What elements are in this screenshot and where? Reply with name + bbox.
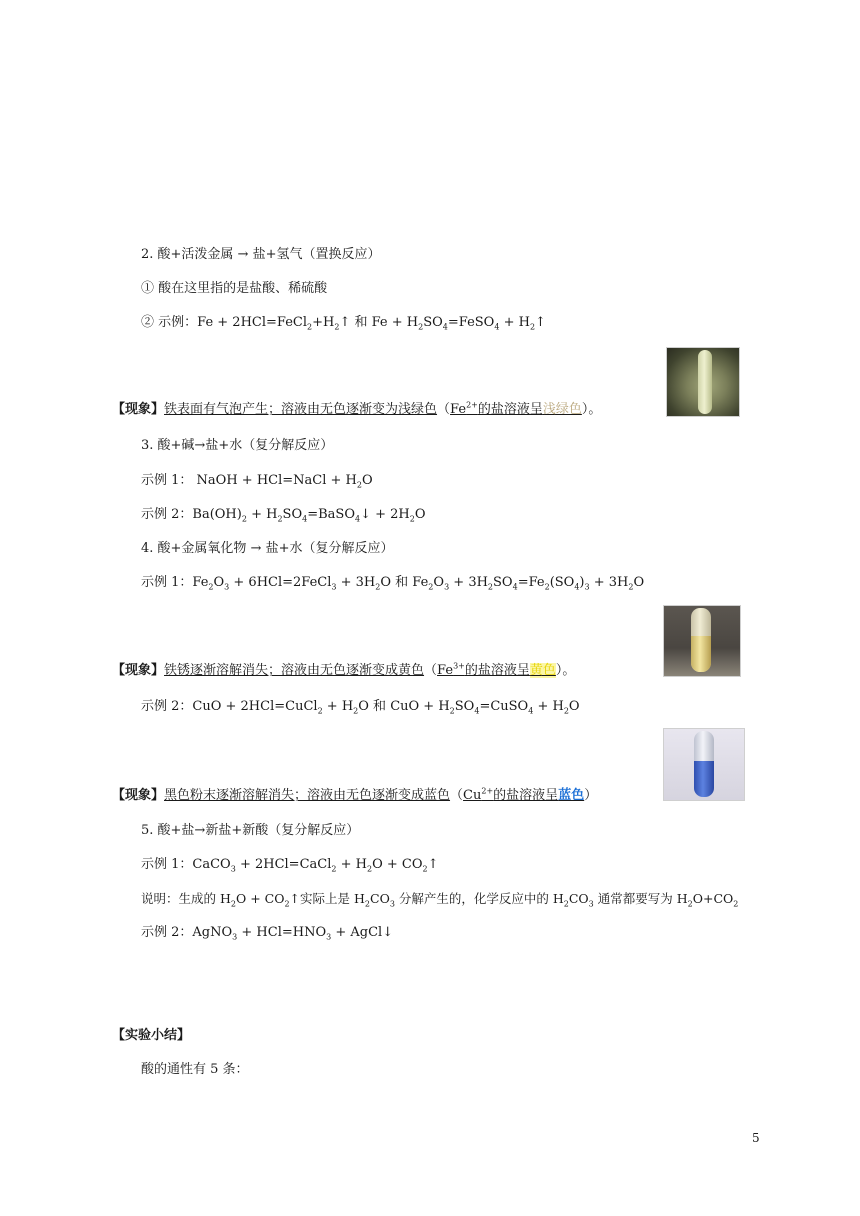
section-3-example-1: 示例 1： NaOH + HCl=NaCl + $H_2O$ xyxy=(141,473,373,490)
phenomenon-3: 【现象】黑色粉末逐渐溶解消失；溶液由无色逐渐变成蓝色（$Cu^{2+}$的盐溶液呈蓝色） xyxy=(112,786,598,803)
section-4-title: 4. 酸+金属氧化物 → 盐+水（复分解反应） xyxy=(141,541,394,556)
test-tube-light-green-photo xyxy=(666,347,740,417)
summary-text: 酸的通性有 5 条： xyxy=(141,1062,249,1077)
page-number: 5 xyxy=(752,1131,760,1145)
summary-heading: 【实验小结】 xyxy=(112,1028,191,1043)
section-5-explanation: 说明：生成的 $H_2O$ + $CO_2↑$实际上是 $H_2CO_3$ 分解产生的，化学反应中的 $H_2CO_3$ 通常都要写为 $H_2O+CO_2$ xyxy=(141,891,739,909)
section-5-example-1: 示例 1：CaCO$_3$ + 2HCl=CaCl$_2$ + $H_2O$ + $CO_2↑$ xyxy=(141,857,439,874)
section-2-title: 2. 酸+活泼金属 → 盐+氢气（置换反应） xyxy=(141,247,381,262)
phenomenon-2: 【现象】铁锈逐渐溶解消失；溶液由无色逐渐变成黄色（$Fe^{3+}$的盐溶液呈黄色）。 xyxy=(112,661,576,678)
section-3-example-2: 示例 2：$Ba(OH)_2$ + $H_2SO_4=BaSO_4↓ + 2H_2O$ xyxy=(141,507,426,524)
section-3-title: 3. 酸+碱→盐+水（复分解反应） xyxy=(141,438,334,453)
test-tube-blue-photo xyxy=(663,728,745,801)
section-5-example-2: 示例 2：AgNO$_3$ + $HCl=HNO_3$ + AgCl↓ xyxy=(141,925,394,942)
test-tube-yellow-photo xyxy=(663,605,741,677)
section-4-example-2: 示例 2：CuO + 2HCl=CuCl$_2$ + $H_2O$ 和 CuO + $H_2SO_4=CuSO_4 + H_2O$ xyxy=(141,699,580,716)
section-4-example-1: 示例 1：$Fe_2O_3$ + 6HCl=2FeCl$_3$ + $3H_2O$ 和 $Fe_2O_3 + 3H_2SO_4=Fe_2(SO_4)_3 + 3H_2O$ xyxy=(141,575,645,592)
section-2-note: ① 酸在这里指的是盐酸、稀硫酸 xyxy=(141,281,328,296)
phenomenon-1: 【现象】铁表面有气泡产生；溶液由无色逐渐变为浅绿色（$Fe^{2+}$的盐溶液呈浅绿色）。 xyxy=(112,400,602,417)
section-2-example: ② 示例：$Fe + 2HCl=FeCl_2+H_2↑$ 和 $Fe + H_2SO_4=FeSO_4$ + $H_2↑$ xyxy=(141,315,546,332)
section-5-title: 5. 酸+盐→新盐+新酸（复分解反应） xyxy=(141,823,360,838)
